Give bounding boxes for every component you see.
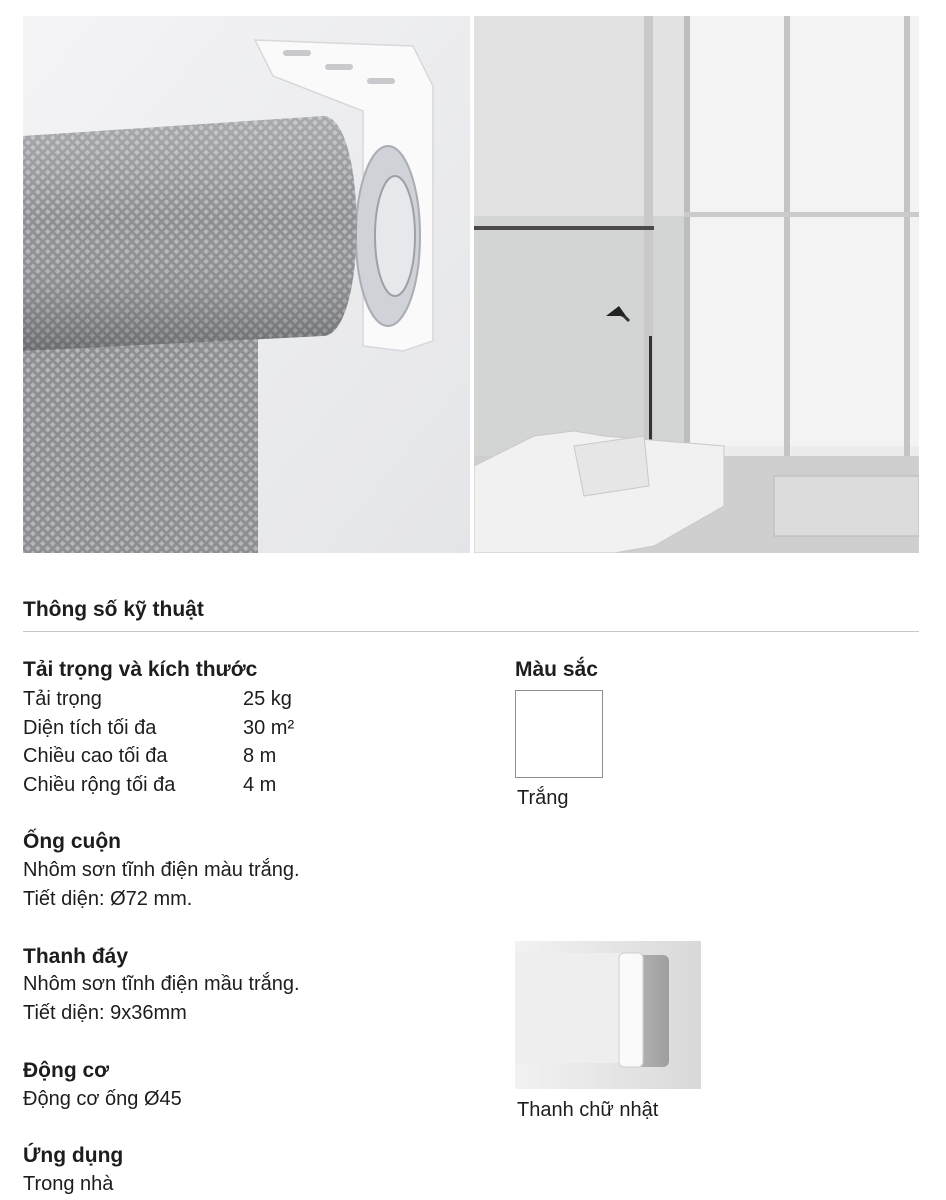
- bottom-bar-section: Tiết diện: 9x36mm: [23, 1001, 187, 1024]
- bar-type-label: Thanh chữ nhật: [517, 1099, 659, 1121]
- roller-tube-photo: [23, 16, 470, 553]
- color-heading: Màu sắc: [515, 658, 598, 681]
- spec-label: Tải trọng: [23, 688, 102, 710]
- color-swatch-label: Trắng: [517, 787, 569, 809]
- tube-description: [23, 856, 300, 913]
- spec-value: 8 m: [243, 745, 277, 767]
- bottom-bar-description: [23, 970, 300, 1027]
- bottom-bar-material: Nhôm sơn tĩnh điện mầu trắng.: [23, 973, 300, 995]
- application-heading: Ứng dụng: [23, 1144, 124, 1167]
- bottom-bar-heading: Thanh đáy: [23, 945, 129, 968]
- section-divider: [23, 631, 919, 632]
- load-size-table: [23, 685, 294, 799]
- rectangular-bar-photo: [515, 941, 701, 1089]
- spec-row-height: [23, 742, 294, 771]
- tube-material: Nhôm sơn tĩnh điện màu trắng.: [23, 859, 300, 881]
- application-description: Trong nhà: [23, 1173, 114, 1195]
- white-color-swatch: [515, 690, 603, 778]
- spec-label: Chiều cao tối đa: [23, 745, 168, 767]
- spec-label: Chiều rộng tối đa: [23, 773, 176, 796]
- spec-value: 4 m: [243, 773, 277, 796]
- section-title: Thông số kỹ thuật: [23, 598, 204, 621]
- spec-value: 30 m²: [243, 716, 295, 739]
- spec-row-load: [23, 685, 294, 714]
- load-size-heading: Tải trọng và kích thước: [23, 658, 258, 681]
- motor-description: Động cơ ống Ø45: [23, 1088, 182, 1110]
- interior-scene-photo: [474, 16, 919, 553]
- motor-heading: Động cơ: [23, 1059, 110, 1082]
- spec-row-width: [23, 771, 294, 800]
- tube-heading: Ống cuộn: [23, 830, 121, 853]
- spec-row-area: [23, 714, 294, 743]
- spec-label: Diện tích tối đa: [23, 716, 157, 739]
- spec-value: 25 kg: [243, 688, 292, 710]
- tube-section: Tiết diện: Ø72 mm.: [23, 887, 193, 910]
